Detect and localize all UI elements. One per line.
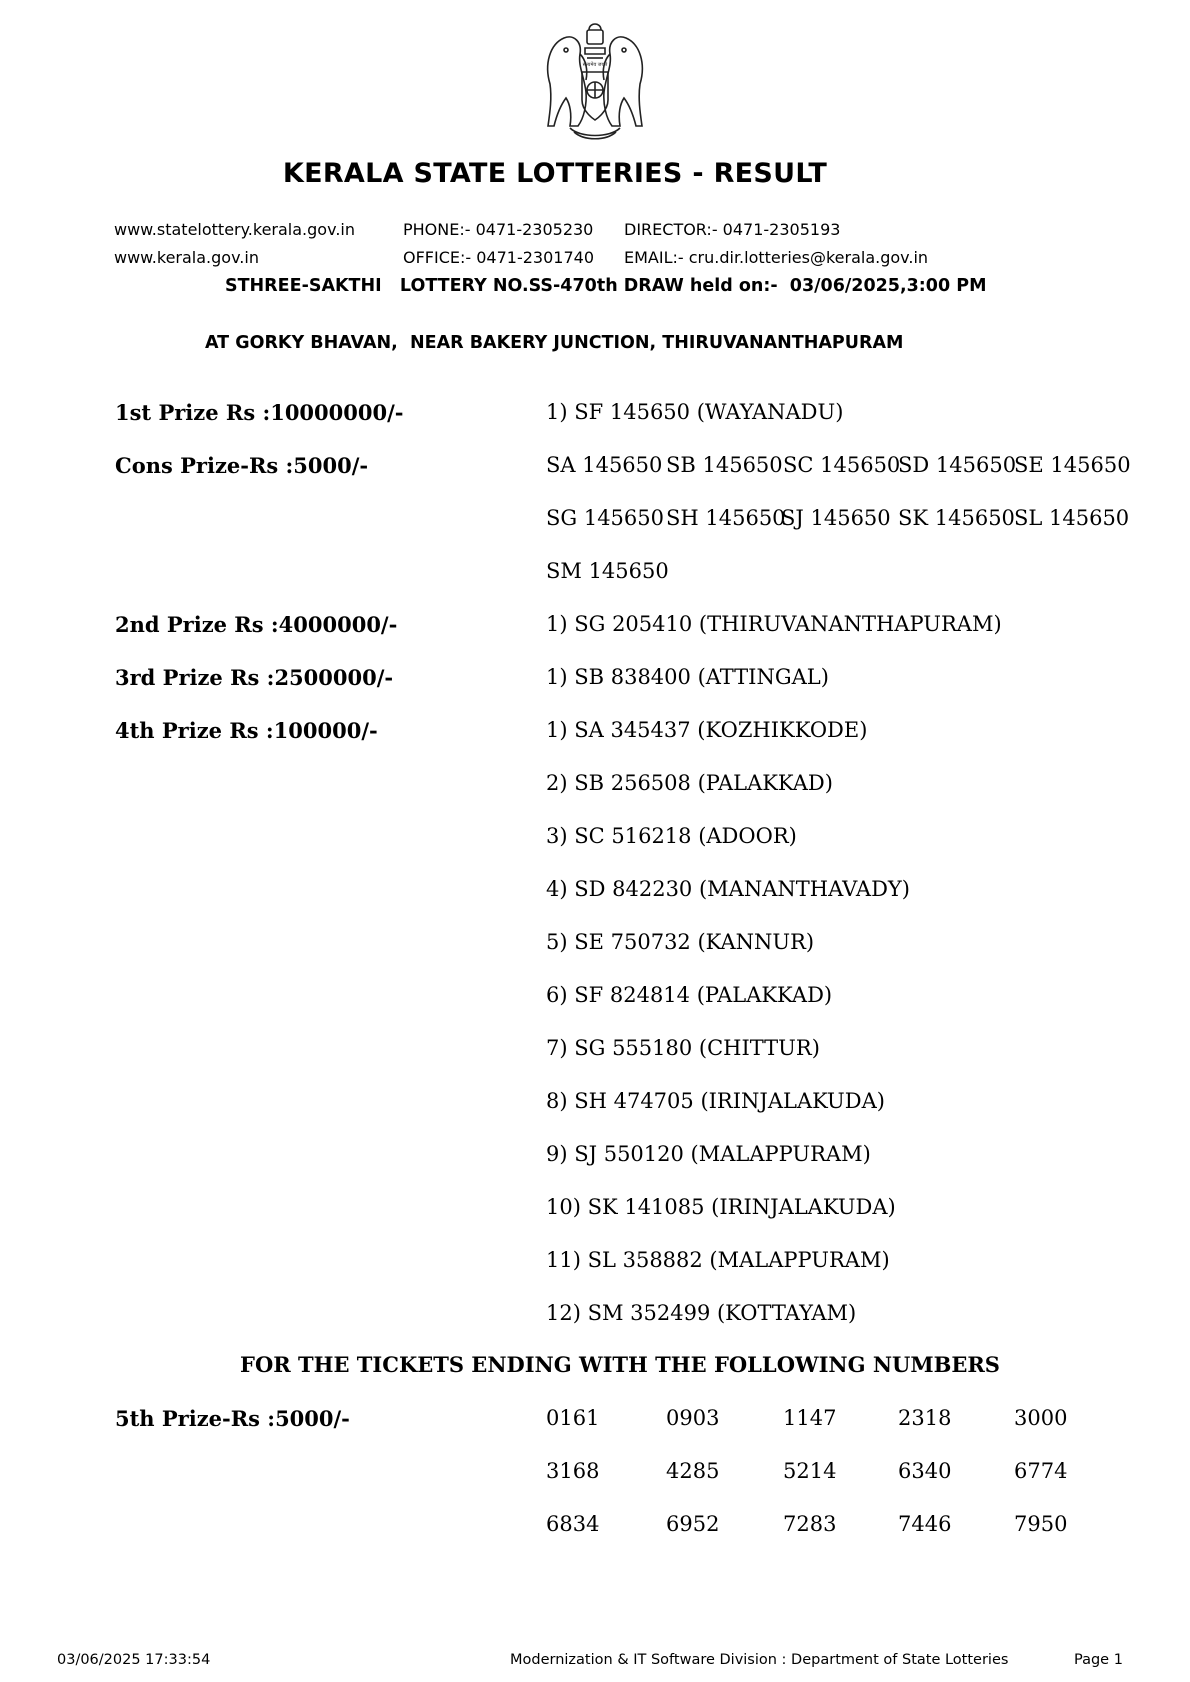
phone-number: PHONE:- 0471-2305230: [403, 220, 594, 239]
cons-number: SC 145650: [783, 453, 901, 477]
fourth-prize-winner: 5) SE 750732 (KANNUR): [546, 930, 815, 954]
fourth-prize-label: 4th Prize Rs :100000/-: [115, 718, 378, 743]
cons-number: SE 145650: [1014, 453, 1131, 477]
cons-number: SG 145650: [546, 506, 665, 530]
svg-text:सत्यमेव जयते: सत्यमेव जयते: [582, 62, 608, 68]
fourth-prize-winner: 9) SJ 550120 (MALAPPURAM): [546, 1142, 871, 1166]
fourth-prize-winner: 7) SG 555180 (CHITTUR): [546, 1036, 820, 1060]
cons-number: SM 145650: [546, 559, 669, 583]
third-prize-winner: 1) SB 838400 (ATTINGAL): [546, 665, 829, 689]
second-prize-winner: 1) SG 205410 (THIRUVANANTHAPURAM): [546, 612, 1002, 636]
fifth-prize-number: 3000: [1014, 1406, 1068, 1430]
third-prize-label: 3rd Prize Rs :2500000/-: [115, 665, 394, 690]
website-primary[interactable]: www.statelottery.kerala.gov.in: [114, 220, 355, 239]
fourth-prize-winner: 11) SL 358882 (MALAPPURAM): [546, 1248, 890, 1272]
fifth-prize-label: 5th Prize-Rs :5000/-: [115, 1406, 350, 1431]
fourth-prize-winner: 4) SD 842230 (MANANTHAVADY): [546, 877, 910, 901]
fifth-prize-number: 7950: [1014, 1512, 1068, 1536]
footer-timestamp: 03/06/2025 17:33:54: [57, 1652, 211, 1668]
cons-number: SD 145650: [898, 453, 1017, 477]
director-number: DIRECTOR:- 0471-2305193: [624, 220, 841, 239]
fourth-prize-winner: 2) SB 256508 (PALAKKAD): [546, 771, 833, 795]
cons-number: SA 145650: [546, 453, 663, 477]
venue-info: AT GORKY BHAVAN, NEAR BAKERY JUNCTION, THIRUVANANTHAPURAM: [205, 333, 904, 353]
first-prize-winner: 1) SF 145650 (WAYANADU): [546, 400, 844, 424]
fourth-prize-winner: 3) SC 516218 (ADOOR): [546, 824, 797, 848]
fifth-prize-number: 0903: [666, 1406, 720, 1430]
ending-numbers-heading: FOR THE TICKETS ENDING WITH THE FOLLOWING NUMBERS: [240, 1352, 1000, 1377]
office-number: OFFICE:- 0471-2301740: [403, 248, 594, 267]
fifth-prize-number: 0161: [546, 1406, 600, 1430]
fifth-prize-number: 1147: [783, 1406, 837, 1430]
fifth-prize-number: 7283: [783, 1512, 837, 1536]
cons-prize-label: Cons Prize-Rs :5000/-: [115, 453, 369, 478]
fifth-prize-number: 6952: [666, 1512, 720, 1536]
kerala-state-emblem-icon: [540, 14, 650, 144]
cons-number: SJ 145650: [781, 506, 891, 530]
cons-number: SB 145650: [666, 453, 783, 477]
cons-number: SH 145650: [666, 506, 786, 530]
fifth-prize-number: 6774: [1014, 1459, 1068, 1483]
fourth-prize-winner: 10) SK 141085 (IRINJALAKUDA): [546, 1195, 896, 1219]
cons-number: SL 145650: [1014, 506, 1130, 530]
fifth-prize-number: 6340: [898, 1459, 952, 1483]
cons-number: SK 145650: [898, 506, 1015, 530]
page-title: KERALA STATE LOTTERIES - RESULT: [282, 158, 828, 189]
footer-division: Modernization & IT Software Division : Department of State Lotteries: [510, 1652, 1009, 1668]
draw-info: STHREE-SAKTHI LOTTERY NO.SS-470th DRAW held on:- 03/06/2025,3:00 PM: [225, 276, 987, 296]
fourth-prize-winner: 12) SM 352499 (KOTTAYAM): [546, 1301, 857, 1325]
fifth-prize-number: 4285: [666, 1459, 720, 1483]
fourth-prize-winner: 6) SF 824814 (PALAKKAD): [546, 983, 833, 1007]
website-secondary[interactable]: www.kerala.gov.in: [114, 248, 259, 267]
fourth-prize-winner: 1) SA 345437 (KOZHIKKODE): [546, 718, 868, 742]
footer-page-number: Page 1: [1074, 1652, 1123, 1668]
fifth-prize-number: 2318: [898, 1406, 952, 1430]
email-address[interactable]: EMAIL:- cru.dir.lotteries@kerala.gov.in: [624, 248, 929, 267]
fifth-prize-number: 5214: [783, 1459, 837, 1483]
fifth-prize-number: 7446: [898, 1512, 952, 1536]
fourth-prize-winner: 8) SH 474705 (IRINJALAKUDA): [546, 1089, 885, 1113]
first-prize-label: 1st Prize Rs :10000000/-: [115, 400, 404, 425]
second-prize-label: 2nd Prize Rs :4000000/-: [115, 612, 398, 637]
fifth-prize-number: 6834: [546, 1512, 600, 1536]
fifth-prize-number: 3168: [546, 1459, 600, 1483]
